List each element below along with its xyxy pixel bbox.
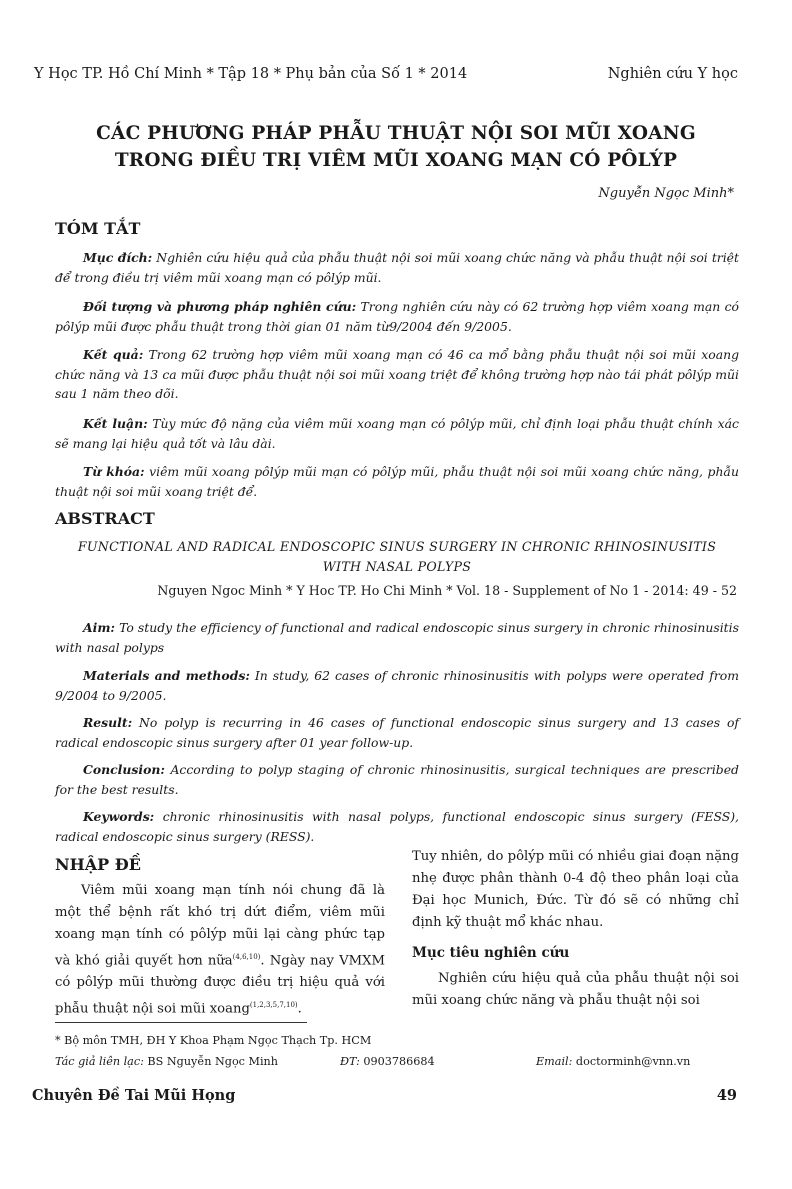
abstract-methods: Materials and methods: In study, 62 cases of chronic rhinosinusitis with polyps were operated from 9/2004 to 9/2005. [55,668,739,703]
intro-paragraph-2: Tuy nhiên, do pôlýp mũi có nhiều giai đoạn nặng nhẹ được phân thành 0-4 độ theo phân loại của Đại học Munich, Đức. Từ đó sẽ có những chỉ định kỹ thuật mổ khác nhau. [412,849,739,930]
abstract-result: Result: No polyp is recurring in 46 cases of functional endoscopic sinus surgery and 13 cases of radical endoscopic sinus surgery after 01 year follow-up. [55,715,739,750]
footnote-phone: ĐT: 0903786684 [340,1055,435,1068]
summary-heading: TÓM TẮT [55,219,141,238]
citation: Nguyen Ngoc Minh * Y Hoc TP. Ho Chi Minh * Vol. 18 - Supplement of No 1 - 2014: 49 - 52 [157,583,737,598]
article-title-line1: CÁC PHƯƠNG PHÁP PHẪU THUẬT NỘI SOI MŨI XOANG [96,123,696,144]
footnote-rule [55,1022,307,1023]
summary-conclusion: Kết luận: Tùy mức độ nặng của viêm mũi xoang mạn có pôlýp mũi, chỉ định loại phẫu thuật chính xác sẽ mang lại hiệu quả tốt và lâu dài. [55,416,739,451]
article-title-line2: TRONG ĐIỀU TRỊ VIÊM MŨI XOANG MẠN CÓ PÔLÝP [114,150,678,171]
abstract-conclusion: Conclusion: According to polyp staging of chronic rhinosinusitis, surgical techniques are prescribed for the best results. [55,762,739,797]
abstract-title-line2: WITH NASAL POLYPS [322,559,472,574]
footer-journal-section: Chuyên Đề Tai Mũi Họng [32,1087,236,1104]
summary-aim: Mục đích: Nghiên cứu hiệu quả của phẫu thuật nội soi mũi xoang chức năng và phẫu thuật nội soi triệt để trong điều trị viêm mũi xoang mạn có pôlýp mũi. [55,250,739,285]
footnote-email: Email: doctorminh@vnn.vn [536,1055,691,1068]
intro-heading: NHẬP ĐỀ [55,855,141,874]
abstract-title-line1: FUNCTIONAL AND RADICAL ENDOSCOPIC SINUS SURGERY IN CHRONIC RHINOSINUSITIS [77,539,717,554]
objective-heading: Mục tiêu nghiên cứu [412,945,570,961]
intro-right-column [412,846,739,1012]
footnote-contact: Tác giả liên lạc: BS Nguyễn Ngọc Minh [55,1055,278,1068]
running-header-left: Y Học TP. Hồ Chí Minh * Tập 18 * Phụ bản của Số 1 * 2014 [34,66,468,82]
objective-paragraph: Nghiên cứu hiệu quả của phẫu thuật nội soi mũi xoang chức năng và phẫu thuật nội soi [412,971,739,1008]
reference-marker: (1,2,3,5,7,10) [249,1001,298,1010]
abstract-heading: ABSTRACT [55,509,155,528]
running-header-right: Nghiên cứu Y học [607,66,738,82]
intro-left-column [55,880,385,1021]
summary-keywords: Từ khóa: viêm mũi xoang pôlýp mũi mạn có pôlýp mũi, phẫu thuật nội soi mũi xoang chức năng, phẫu thuật nội soi mũi xoang triệt để. [55,464,739,499]
footnote-affiliation: * Bộ môn TMH, ĐH Y Khoa Phạm Ngọc Thạch Tp. HCM [55,1034,372,1047]
page-number: 49 [716,1087,737,1104]
reference-marker: (4,6,10) [232,953,261,961]
abstract-keywords: Keywords: chronic rhinosinusitis with nasal polyps, functional endoscopic sinus surgery (FESS), radical endoscopic sinus surgery (RESS). [55,809,739,844]
summary-results: Kết quả: Trong 62 trường hợp viêm mũi xoang mạn có 46 ca mổ bằng phẫu thuật nội soi mũi xoang chức năng và 13 ca mũi được phẫu thuật nội soi mũi xoang triệt để không trường hợp nào tái phát pôlýp mũi sau 1 năm theo dõi. [55,347,739,401]
author-name: Nguyễn Ngọc Minh* [598,186,734,201]
summary-methods: Đối tượng và phương pháp nghiên cứu: Trong nghiên cứu này có 62 trường hợp viêm xoang mạn có pôlýp mũi được phẫu thuật trong thời gian 01 năm từ9/2004 đến 9/2005. [55,299,739,334]
intro-paragraph-1: Viêm mũi xoang mạn tính nói chung đã là một thể bệnh rất khó trị dứt điểm, viêm mũi xoang mạn tính có pôlýp mũi lại càng phức tạp và khó giải quyết hơn nữa$^{(4,6,10)}$. Ngày nay VMXM có pôlýp mũi thường được điều trị hiệu quả với phẫu thuật nội soi mũi xoang$^{(1,2,3,5,7,10)}$. [55,883,385,1017]
abstract-aim: Aim: To study the efficiency of functional and radical endoscopic sinus surgery in chronic rhinosinusitis with nasal polyps [55,620,739,655]
